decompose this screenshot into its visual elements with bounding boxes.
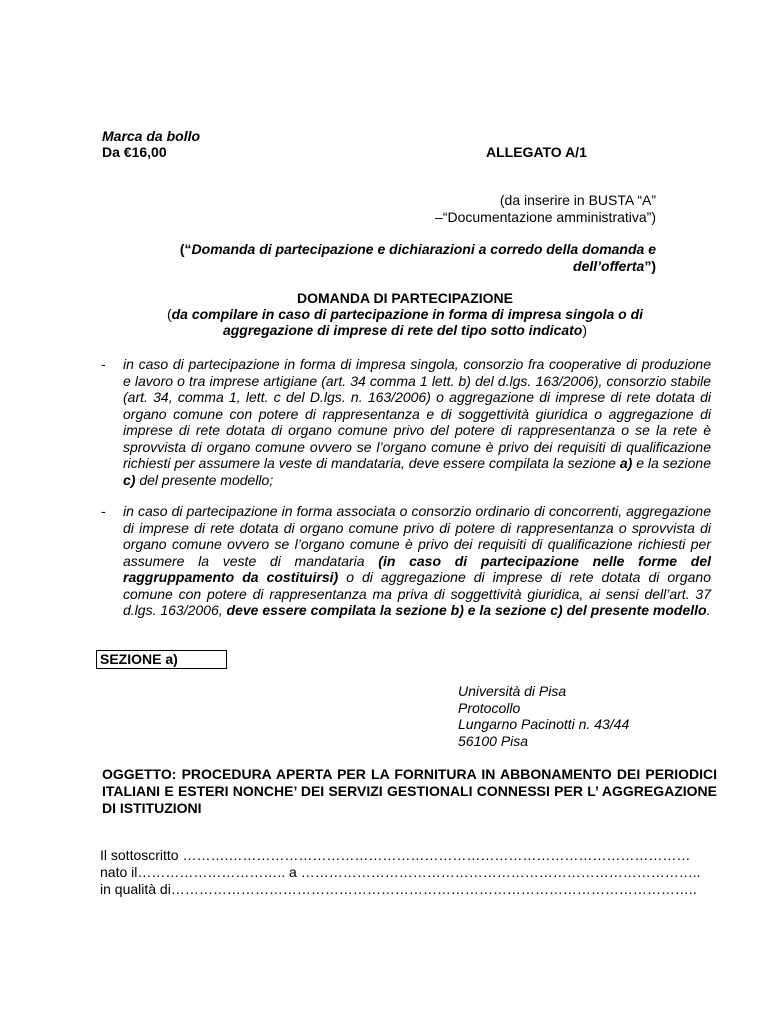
bullet-mark-1: - <box>101 356 106 372</box>
bullet-text-2 <box>123 503 711 619</box>
bullet-1-part-2: e la sezione <box>632 455 711 471</box>
marca-da-bollo-amount: Da €16,00 <box>102 144 167 160</box>
fill-in-block <box>100 847 700 898</box>
bullet-2-part-3: . <box>706 602 711 618</box>
busta-line-2: –“Documentazione amministrativa”) <box>435 209 656 225</box>
bullet-2-bold-1: (in caso di partecipazione nelle forme del raggruppamento da costituirsi) <box>123 552 711 585</box>
subtitle-line-2 <box>573 258 656 274</box>
address-line-4: 56100 Pisa <box>458 732 529 749</box>
oggetto-text: OGGETTO: PROCEDURA APERTA PER LA FORNITURA IN ABBONAMENTO DEI PERIODICI ITALIANI E ESTERI NONCHE’ DEI SERVIZI GESTIONALI CONNESSI PER L’ AGGREGAZIONE DI ISTITUZIONI <box>102 766 717 816</box>
bullet-2-part-1: in caso di partecipazione in forma associata o consorzio ordinario di concorrenti, aggregazione di imprese di rete dotata di organo comune privo di potere di rappresentanza o sprovvista di organo comune ovvero se l’organo comune è privo dei requisiti di qualificazione richiesti per assumere la veste di mandataria <box>123 503 711 569</box>
bullet-1-bold-2: c) <box>123 471 136 488</box>
domanda-note-text-1: da compilare in caso di partecipazione in forma di impresa singola o di <box>171 306 644 322</box>
bullet-1-part-1: in caso di partecipazione in forma di impresa singola, consorzio fra cooperative di produzione e lavoro o tra imprese artigiane (art. 34 comma 1 lett. b) del d.lgs. 163/2006), consorzio stabile (art. 34, comma 1, lett. c del D.lgs. n. 163/2006) o aggregazione di imprese di rete dotata di organo comune con potere di rappresentanza e di soggettività giuridica o aggregazione di imprese di rete dotata di organo comune privo del potere di rappresentanza o se la rete è sprovvista di organo comune ovvero se l’organo comune è privo dei requisiti di qualificazione richiesti per assumere la veste di mandataria, deve essere compilata la sezione <box>123 356 711 471</box>
address-line-1: Università di Pisa <box>458 683 567 699</box>
in-qualita-di-field[interactable]: in qualità di………………………………………………………………………………………………….. <box>100 881 697 897</box>
domanda-note-line-1 <box>100 306 710 322</box>
allegato-label: ALLEGATO A/1 <box>486 144 587 160</box>
subtitle-text-2: dell’offerta <box>573 258 645 274</box>
domanda-note-text-2: aggregazione di imprese di rete del tipo sotto indicato <box>222 322 583 338</box>
subtitle-line-1 <box>66 241 656 257</box>
marca-da-bollo-label: Marca da bollo <box>102 128 201 144</box>
bullet-2-bold-2: deve essere compilata la sezione b) e la sezione c) del presente modello <box>226 602 707 618</box>
subtitle-close: ”) <box>644 258 656 274</box>
sottoscritto-field[interactable]: Il sottoscritto ……….……………………………………………………………………………………… <box>100 847 691 863</box>
busta-line-1: (da inserire in BUSTA “A” <box>499 192 656 208</box>
address-block <box>458 683 629 749</box>
nato-il-field[interactable]: nato il………………………….. a ………………………………………………………………………….. <box>100 864 701 880</box>
domanda-note-open: ( <box>166 306 172 322</box>
subtitle-open: (“ <box>179 241 192 257</box>
address-line-3: Lungarno Pacinotti n. 43/44 <box>458 716 630 732</box>
bullet-1-part-3: del presente modello; <box>135 471 274 488</box>
subtitle-text-1: Domanda di partecipazione e dichiarazioni a corredo della domanda e <box>191 241 656 257</box>
bullet-mark-2: - <box>101 503 106 519</box>
bullet-2-part-2: o di aggregazione di imprese di rete dotata di organo comune con potere di rappresentanza ma priva di soggettività giuridica, ai sensi dell’art. 37 d.lgs. 163/2006, <box>123 569 711 618</box>
address-line-2: Protocollo <box>458 699 521 716</box>
domanda-note-line-2 <box>100 322 710 338</box>
sezione-a-box: SEZIONE a) <box>96 650 227 669</box>
domanda-note-close: ) <box>582 322 588 338</box>
domanda-title: DOMANDA DI PARTECIPAZIONE <box>297 290 513 306</box>
bullet-1-bold-1: a) <box>619 455 633 471</box>
bullet-text-1 <box>123 356 711 488</box>
